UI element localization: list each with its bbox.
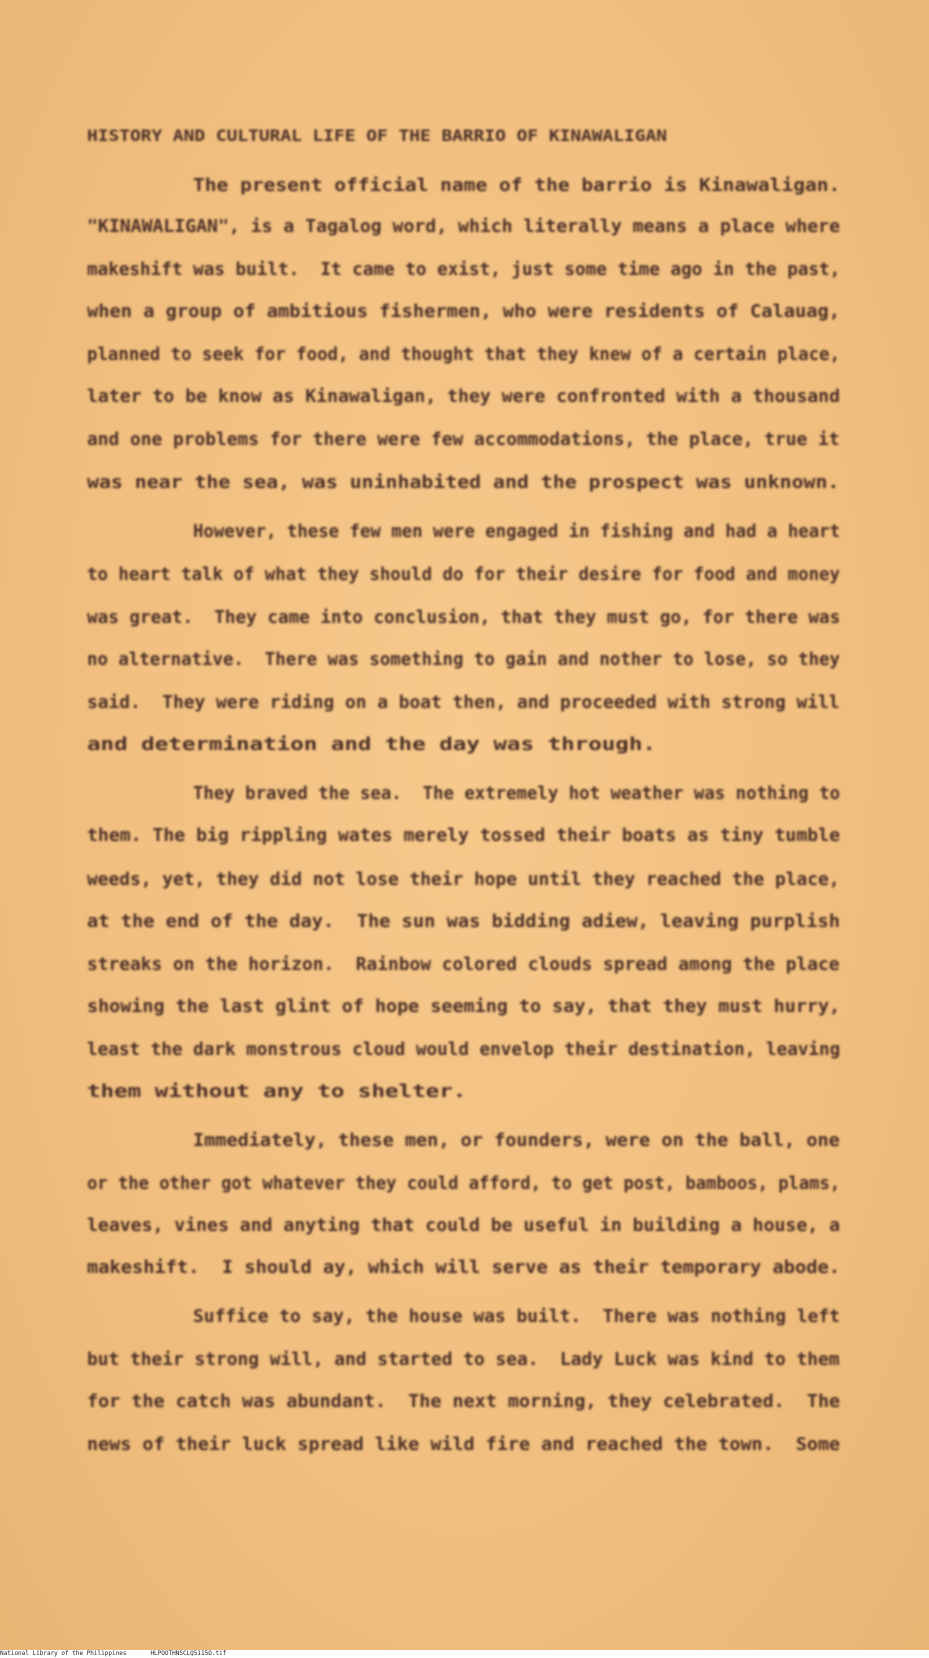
text-line: or the other got whatever they could afford, to get post, bamboos, plams,	[87, 1173, 841, 1194]
text-line: at the end of the day. The sun was bidding adiew, leaving purplish	[87, 911, 840, 932]
text-line: "KINAWALIGAN", is a Tagalog word, which literally means a place where	[87, 216, 840, 237]
text-line: The present official name of the barrio is Kinawaligan.	[193, 175, 841, 196]
text-line: Immediately, these men, or founders, were on the ball, one	[193, 1130, 840, 1151]
text-line: They braved the sea. The extremely hot weather was nothing to	[193, 783, 841, 804]
text-line: However, these few men were engaged in fishing and had a heart	[193, 521, 841, 542]
scan-filename: HLPOOTHNSCLQ5115O.tif	[150, 1650, 227, 1657]
text-line: makeshift. I should ay, which will serve as their temporary abode.	[87, 1257, 840, 1278]
text-line: news of their luck spread like wild fire and reached the town. Some	[87, 1434, 841, 1455]
text-line: was near the sea, was uninhabited and the prospect was unknown.	[87, 472, 840, 493]
text-line: showing the last glint of hope seeming to say, that they must hurry,	[87, 996, 841, 1017]
text-line: for the catch was abundant. The next morning, they celebrated. The	[87, 1391, 841, 1412]
text-line: was great. They came into conclusion, that they must go, for there was	[87, 607, 841, 628]
text-line: and one problems for there were few accommodations, the place, true it	[87, 429, 840, 450]
text-line: them. The big rippling wates merely tossed their boats as tiny tumble	[87, 825, 840, 846]
text-line: planned to seek for food, and thought that they knew of a certain place,	[87, 344, 840, 365]
document-title: HISTORY AND CULTURAL LIFE OF THE BARRIO OF KINAWALIGAN	[87, 126, 667, 145]
text-line: leaves, vines and anyting that could be useful in building a house, a	[87, 1215, 840, 1236]
text-line: later to be know as Kinawaligan, they were confronted with a thousand	[87, 386, 840, 407]
library-credit: National Library of the Philippines	[0, 1650, 127, 1657]
text-line: and determination and the day was through.	[87, 734, 656, 755]
text-line: said. They were riding on a boat then, and proceeded with strong will	[87, 692, 840, 713]
text-line: streaks on the horizon. Rainbow colored clouds spread among the place	[87, 954, 840, 975]
text-line: Suffice to say, the house was built. There was nothing left	[193, 1306, 840, 1327]
text-line: when a group of ambitious fishermen, who were residents of Calauag,	[87, 301, 840, 322]
text-line: makeshift was built. It came to exist, just some time ago in the past,	[87, 259, 841, 280]
text-line: to heart talk of what they should do for their desire for food and money	[87, 564, 840, 585]
text-line: but their strong will, and started to sea. Lady Luck was kind to them	[87, 1349, 840, 1370]
text-line: least the dark monstrous cloud would envelop their destination, leaving	[87, 1039, 841, 1060]
scan-footer	[0, 1650, 929, 1658]
text-line: weeds, yet, they did not lose their hope until they reached the place,	[87, 869, 840, 890]
text-line: no alternative. There was something to gain and nother to lose, so they	[87, 649, 840, 670]
text-line: them without any to shelter.	[87, 1081, 467, 1102]
